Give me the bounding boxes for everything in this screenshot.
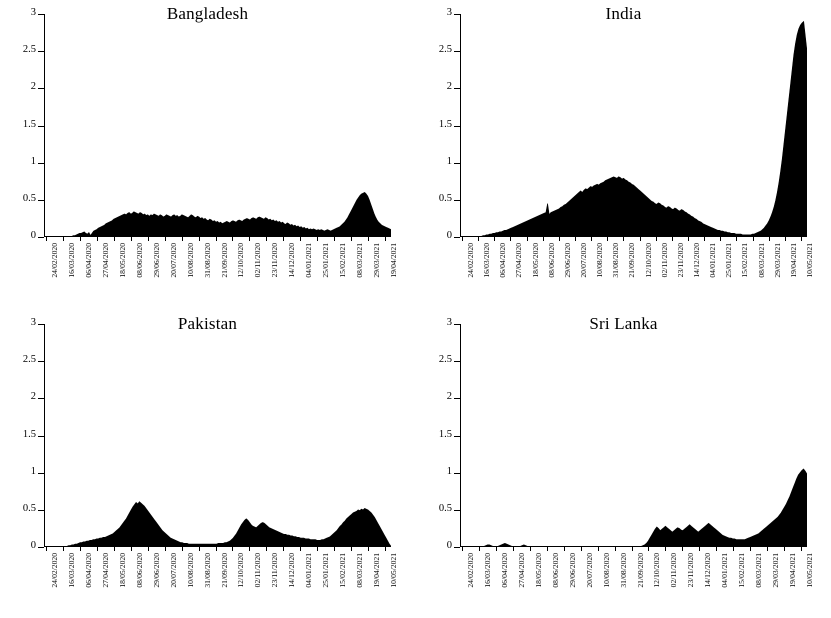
x-axis-tick xyxy=(530,547,531,551)
y-axis-tick xyxy=(38,126,44,127)
area-series xyxy=(44,14,391,237)
x-axis-tick xyxy=(300,547,301,551)
y-axis-tick-label: 1 xyxy=(446,155,452,167)
x-axis-tick-label: 04/01/2021 xyxy=(708,243,718,278)
x-axis-tick xyxy=(547,547,548,551)
area-series xyxy=(460,14,807,237)
x-axis-tick-label: 08/06/2020 xyxy=(546,243,556,278)
y-axis-tick-label: 3 xyxy=(446,7,452,18)
x-axis-tick-label: 15/02/2021 xyxy=(740,243,750,278)
y-axis-tick-label: 2.5 xyxy=(438,354,452,366)
x-axis-tick-label: 18/05/2020 xyxy=(533,553,543,588)
x-axis-tick xyxy=(317,237,318,241)
x-axis-tick xyxy=(559,237,560,241)
x-axis-tick xyxy=(249,547,250,551)
x-axis-tick xyxy=(478,237,479,241)
x-axis-tick xyxy=(249,237,250,241)
x-axis-tick-label: 23/11/2020 xyxy=(675,243,685,278)
y-axis-tick xyxy=(454,14,460,15)
x-axis-tick-label: 21/09/2020 xyxy=(219,243,229,278)
x-axis-tick xyxy=(632,547,633,551)
y-axis-tick-label-wrap xyxy=(416,44,452,56)
y-axis-tick xyxy=(38,237,44,238)
x-axis-tick-label: 19/04/2021 xyxy=(788,553,798,588)
x-axis-tick-label: 06/04/2020 xyxy=(498,243,508,278)
x-axis-tick xyxy=(232,547,233,551)
x-axis-tick xyxy=(199,237,200,241)
y-axis-tick xyxy=(454,361,460,362)
x-axis-tick xyxy=(665,547,666,551)
x-axis-tick-label: 08/03/2021 xyxy=(754,553,764,588)
x-axis-tick xyxy=(368,547,369,551)
x-axis-tick xyxy=(97,237,98,241)
y-axis-tick xyxy=(454,473,460,474)
y-axis-tick-label: 2 xyxy=(30,391,36,403)
y-axis-tick-label-wrap xyxy=(416,354,452,366)
x-axis-tick-label: 23/11/2020 xyxy=(270,553,280,588)
y-axis-tick-label: 0.5 xyxy=(438,502,452,514)
x-axis-tick-label: 18/05/2020 xyxy=(117,553,127,588)
y-axis-tick-label-wrap xyxy=(416,465,452,477)
x-axis-tick xyxy=(351,547,352,551)
y-axis-tick xyxy=(38,398,44,399)
x-axis-tick xyxy=(165,547,166,551)
x-axis-tick-label: 08/06/2020 xyxy=(134,553,144,588)
y-axis-tick-label: 0.5 xyxy=(438,192,452,204)
x-axis-tick xyxy=(704,237,705,241)
x-axis-tick-label: 25/01/2021 xyxy=(321,553,331,588)
y-axis-tick xyxy=(454,200,460,201)
x-axis-tick-label: 24/02/2020 xyxy=(50,553,59,588)
x-axis-tick xyxy=(750,547,751,551)
y-axis-tick-label: 1.5 xyxy=(22,428,36,440)
x-axis-tick xyxy=(182,547,183,551)
x-axis-tick xyxy=(199,547,200,551)
x-axis-tick xyxy=(769,237,770,241)
y-axis-tick-label-wrap xyxy=(416,502,452,514)
x-axis-tick-label: 24/02/2020 xyxy=(466,243,475,278)
x-axis-tick xyxy=(317,547,318,551)
y-axis-tick-label: 0 xyxy=(446,540,452,551)
x-axis-tick-label: 02/11/2020 xyxy=(669,553,679,588)
x-axis-tick xyxy=(564,547,565,551)
x-axis-tick xyxy=(510,237,511,241)
x-axis-tick-label: 10/08/2020 xyxy=(595,243,605,278)
y-axis-tick xyxy=(38,473,44,474)
y-axis-tick xyxy=(38,436,44,437)
y-axis-tick-label: 0.5 xyxy=(22,192,36,204)
x-axis-tick-label: 15/02/2021 xyxy=(338,243,348,278)
x-axis-tick xyxy=(648,547,649,551)
y-axis-tick-label-wrap xyxy=(0,428,36,440)
series-area-path xyxy=(460,469,807,547)
x-axis-tick-label: 06/04/2020 xyxy=(499,553,509,588)
area-series xyxy=(44,324,391,547)
x-axis-tick-label: 15/02/2021 xyxy=(737,553,747,588)
x-axis-tick xyxy=(784,547,785,551)
y-axis-tick-label-wrap xyxy=(0,540,36,551)
x-axis-tick xyxy=(801,547,802,551)
y-axis-tick xyxy=(454,436,460,437)
x-axis-tick xyxy=(479,547,480,551)
x-axis-tick xyxy=(283,547,284,551)
y-axis-tick xyxy=(38,510,44,511)
x-axis-tick xyxy=(733,547,734,551)
y-axis-tick xyxy=(38,324,44,325)
y-axis-tick xyxy=(454,126,460,127)
x-axis-tick xyxy=(656,237,657,241)
x-axis-tick-label: 24/02/2020 xyxy=(466,553,475,588)
chart-panel-pakistan xyxy=(0,310,415,618)
y-axis-tick-label-wrap xyxy=(416,81,452,93)
x-axis-tick xyxy=(283,237,284,241)
x-axis-tick xyxy=(623,237,624,241)
y-axis-tick xyxy=(454,237,460,238)
x-axis-tick-label: 21/09/2020 xyxy=(627,243,637,278)
x-axis-tick-label: 18/05/2020 xyxy=(530,243,540,278)
y-axis-tick-label-wrap xyxy=(416,155,452,167)
x-axis-tick-label: 27/04/2020 xyxy=(100,243,110,278)
x-axis-tick xyxy=(148,237,149,241)
x-axis-tick-label: 20/07/2020 xyxy=(579,243,588,278)
x-axis-tick-label: 16/03/2020 xyxy=(66,243,76,278)
x-axis-tick xyxy=(368,237,369,241)
x-axis-tick xyxy=(182,237,183,241)
chart-panel-india xyxy=(416,0,831,308)
y-axis-tick-label: 2 xyxy=(446,81,452,93)
x-axis-tick-label: 08/03/2021 xyxy=(355,243,365,278)
x-axis-tick-label: 14/12/2020 xyxy=(287,243,297,278)
x-axis-tick-label: 20/07/2020 xyxy=(584,553,594,588)
y-axis-tick-label-wrap xyxy=(416,118,452,130)
y-axis-tick-label-wrap xyxy=(0,230,36,241)
x-axis-tick-label: 14/12/2020 xyxy=(287,553,297,588)
y-axis-tick-label: 2.5 xyxy=(22,354,36,366)
x-axis-tick xyxy=(494,237,495,241)
y-axis-tick-label-wrap xyxy=(0,391,36,403)
x-axis-tick xyxy=(148,547,149,551)
x-axis-tick-label: 10/08/2020 xyxy=(601,553,611,588)
y-axis-tick-label: 1.5 xyxy=(438,118,452,130)
y-axis-tick xyxy=(454,51,460,52)
x-axis-tick xyxy=(462,237,463,241)
x-axis-tick-label: 08/03/2021 xyxy=(355,553,365,588)
x-axis-tick-label: 29/06/2020 xyxy=(151,243,161,278)
x-axis-tick-label: 12/10/2020 xyxy=(652,553,662,588)
x-axis-tick xyxy=(300,237,301,241)
y-axis-tick xyxy=(38,361,44,362)
y-axis-tick-label-wrap xyxy=(416,317,452,328)
y-axis-tick-label-wrap xyxy=(0,81,36,93)
x-axis-tick-label: 16/03/2020 xyxy=(482,553,492,588)
x-axis-tick xyxy=(753,237,754,241)
y-axis-tick xyxy=(454,510,460,511)
x-axis-tick xyxy=(615,547,616,551)
x-axis-tick-label: 16/03/2020 xyxy=(66,553,76,588)
x-axis-tick-label: 21/09/2020 xyxy=(219,553,229,588)
x-axis-tick xyxy=(216,547,217,551)
x-axis-tick-label: 08/03/2021 xyxy=(756,243,766,278)
x-axis-tick-label: 04/01/2021 xyxy=(304,553,314,588)
y-axis-tick-label: 3 xyxy=(30,7,36,18)
x-axis-tick-label: 20/07/2020 xyxy=(168,553,178,588)
x-axis-tick xyxy=(385,547,386,551)
x-axis-tick-label: 20/07/2020 xyxy=(168,243,178,278)
x-axis-tick xyxy=(131,547,132,551)
x-axis-tick xyxy=(801,237,802,241)
x-axis-tick-label: 04/01/2021 xyxy=(720,553,730,588)
x-axis-tick-label: 23/11/2020 xyxy=(686,553,696,588)
series-area-path xyxy=(44,192,391,237)
y-axis-tick-label: 1.5 xyxy=(22,118,36,130)
x-axis-tick-label: 14/12/2020 xyxy=(703,553,713,588)
x-axis-tick-label: 04/01/2021 xyxy=(304,243,314,278)
x-axis-tick-label: 31/08/2020 xyxy=(202,243,212,278)
x-axis-tick-label: 14/12/2020 xyxy=(692,243,701,278)
x-axis-tick-label: 31/08/2020 xyxy=(202,553,212,588)
x-axis-tick xyxy=(385,237,386,241)
x-axis-tick xyxy=(63,547,64,551)
x-axis-tick-label: 08/06/2020 xyxy=(550,553,560,588)
x-axis-tick-label: 15/02/2021 xyxy=(338,553,348,588)
panel-title: Pakistan xyxy=(177,314,238,333)
x-axis-tick xyxy=(266,547,267,551)
y-axis-tick-label-wrap xyxy=(0,317,36,328)
y-axis-tick-label-wrap xyxy=(0,354,36,366)
y-axis-tick xyxy=(454,88,460,89)
panel-title: Bangladesh xyxy=(166,4,249,23)
x-axis-tick xyxy=(351,237,352,241)
x-axis-tick-label: 08/06/2020 xyxy=(134,243,144,278)
y-axis-tick-label: 2 xyxy=(446,391,452,403)
y-axis-tick xyxy=(38,547,44,548)
x-axis-tick xyxy=(232,237,233,241)
y-axis-tick-label-wrap xyxy=(416,540,452,551)
x-axis-tick-label: 19/04/2021 xyxy=(389,243,398,278)
x-axis-tick xyxy=(334,237,335,241)
y-axis-tick-label-wrap xyxy=(0,502,36,514)
x-axis-tick-label: 02/11/2020 xyxy=(253,553,263,588)
x-axis-tick xyxy=(266,237,267,241)
x-axis-tick xyxy=(543,237,544,241)
y-axis-tick-label: 1.5 xyxy=(438,428,452,440)
x-axis-tick xyxy=(716,547,717,551)
x-axis-tick-label: 29/03/2021 xyxy=(372,243,382,278)
y-axis-tick-label-wrap xyxy=(0,7,36,18)
x-axis-tick xyxy=(688,237,689,241)
x-axis-tick xyxy=(575,237,576,241)
x-axis-tick-label: 18/05/2020 xyxy=(117,243,127,278)
x-axis-tick-label: 23/11/2020 xyxy=(270,243,280,278)
x-axis-tick-label: 29/06/2020 xyxy=(567,553,577,588)
x-axis-tick xyxy=(334,547,335,551)
x-axis-tick-label: 02/11/2020 xyxy=(659,243,669,278)
y-axis-tick-label-wrap xyxy=(0,118,36,130)
x-axis-tick-label: 31/08/2020 xyxy=(618,553,628,588)
y-axis-tick xyxy=(38,51,44,52)
x-axis-tick xyxy=(527,237,528,241)
x-axis-tick-label: 06/04/2020 xyxy=(83,553,93,588)
x-axis-tick-label: 10/08/2020 xyxy=(185,553,195,588)
x-axis-tick xyxy=(591,237,592,241)
y-axis-tick-label: 2 xyxy=(30,81,36,93)
x-axis-tick-label: 02/11/2020 xyxy=(253,243,263,278)
y-axis-tick-label: 1 xyxy=(30,465,36,477)
y-axis-tick-label: 1 xyxy=(30,155,36,167)
x-axis-tick xyxy=(462,547,463,551)
x-axis-tick xyxy=(46,547,47,551)
x-axis-tick xyxy=(581,547,582,551)
x-axis-tick xyxy=(63,237,64,241)
y-axis-tick-label-wrap xyxy=(0,192,36,204)
x-axis-tick xyxy=(699,547,700,551)
y-axis-tick-label: 3 xyxy=(30,317,36,328)
y-axis-tick-label: 2.5 xyxy=(438,44,452,56)
y-axis-tick xyxy=(38,163,44,164)
x-axis-tick-label: 25/01/2021 xyxy=(724,243,734,278)
y-axis-tick-label: 1 xyxy=(446,465,452,477)
x-axis-tick-label: 12/10/2020 xyxy=(236,553,246,588)
x-axis-tick-label: 06/04/2020 xyxy=(83,243,93,278)
panel-title: India xyxy=(605,4,642,23)
x-axis-tick-label: 10/05/2021 xyxy=(805,553,814,588)
x-axis-tick-label: 29/06/2020 xyxy=(562,243,572,278)
series-area-path xyxy=(460,21,807,237)
x-axis-tick-label: 25/01/2021 xyxy=(321,243,331,278)
x-axis-tick xyxy=(97,547,98,551)
x-axis-tick-label: 27/04/2020 xyxy=(514,243,524,278)
x-axis-tick-label: 19/04/2021 xyxy=(372,553,382,588)
x-axis-tick-label: 29/03/2021 xyxy=(771,553,781,588)
y-axis-tick xyxy=(38,88,44,89)
x-axis-tick xyxy=(131,237,132,241)
x-axis-tick-label: 21/09/2020 xyxy=(635,553,645,588)
y-axis-tick-label: 2.5 xyxy=(22,44,36,56)
x-axis-tick-label: 12/10/2020 xyxy=(643,243,653,278)
x-axis-tick-label: 10/05/2021 xyxy=(389,553,398,588)
y-axis-tick xyxy=(454,163,460,164)
y-axis-tick-label-wrap xyxy=(416,391,452,403)
x-axis-tick xyxy=(736,237,737,241)
panel-title: Sri Lanka xyxy=(589,314,658,333)
x-axis-tick-label: 16/03/2020 xyxy=(482,243,492,278)
area-series xyxy=(460,324,807,547)
x-axis-tick xyxy=(785,237,786,241)
x-axis-tick xyxy=(80,237,81,241)
y-axis-tick-label-wrap xyxy=(416,428,452,440)
y-axis-tick xyxy=(454,398,460,399)
y-axis-tick-label-wrap xyxy=(0,465,36,477)
y-axis-tick-label: 0.5 xyxy=(22,502,36,514)
x-axis-tick xyxy=(672,237,673,241)
y-axis-tick-label-wrap xyxy=(416,192,452,204)
series-area-path xyxy=(44,502,391,547)
x-axis-tick-label: 19/04/2021 xyxy=(788,243,798,278)
x-axis-tick-label: 24/02/2020 xyxy=(50,243,59,278)
x-axis-tick-label: 27/04/2020 xyxy=(516,553,526,588)
x-axis-tick-label: 10/08/2020 xyxy=(185,243,195,278)
y-axis-tick xyxy=(454,324,460,325)
chart-panel-sri-lanka xyxy=(416,310,831,618)
x-axis-tick xyxy=(80,547,81,551)
y-axis-tick xyxy=(38,14,44,15)
x-axis-tick xyxy=(216,237,217,241)
x-axis-tick xyxy=(607,237,608,241)
x-axis-tick-label: 31/08/2020 xyxy=(611,243,621,278)
x-axis-tick-label: 29/03/2021 xyxy=(772,243,782,278)
x-axis-tick xyxy=(46,237,47,241)
y-axis-tick-label-wrap xyxy=(0,44,36,56)
x-axis-tick-label: 27/04/2020 xyxy=(100,553,110,588)
x-axis-tick-label: 12/10/2020 xyxy=(236,243,246,278)
x-axis-tick xyxy=(767,547,768,551)
x-axis-tick-label: 10/05/2021 xyxy=(805,243,814,278)
y-axis-tick-label: 0 xyxy=(30,230,36,241)
x-axis-tick xyxy=(720,237,721,241)
y-axis-tick-label-wrap xyxy=(416,230,452,241)
x-axis-tick xyxy=(496,547,497,551)
y-axis-tick-label-wrap xyxy=(0,155,36,167)
x-axis-tick xyxy=(114,237,115,241)
y-axis-tick-label: 3 xyxy=(446,317,452,328)
x-axis-tick xyxy=(640,237,641,241)
y-axis-tick-label: 0 xyxy=(30,540,36,551)
y-axis-tick-label: 0 xyxy=(446,230,452,241)
x-axis-tick xyxy=(682,547,683,551)
x-axis-tick xyxy=(513,547,514,551)
x-axis-tick-label: 29/06/2020 xyxy=(151,553,161,588)
chart-panel-bangladesh xyxy=(0,0,415,308)
y-axis-tick-label-wrap xyxy=(416,7,452,18)
x-axis-tick xyxy=(114,547,115,551)
x-axis-tick xyxy=(598,547,599,551)
y-axis-tick xyxy=(454,547,460,548)
x-axis-tick xyxy=(165,237,166,241)
y-axis-tick xyxy=(38,200,44,201)
